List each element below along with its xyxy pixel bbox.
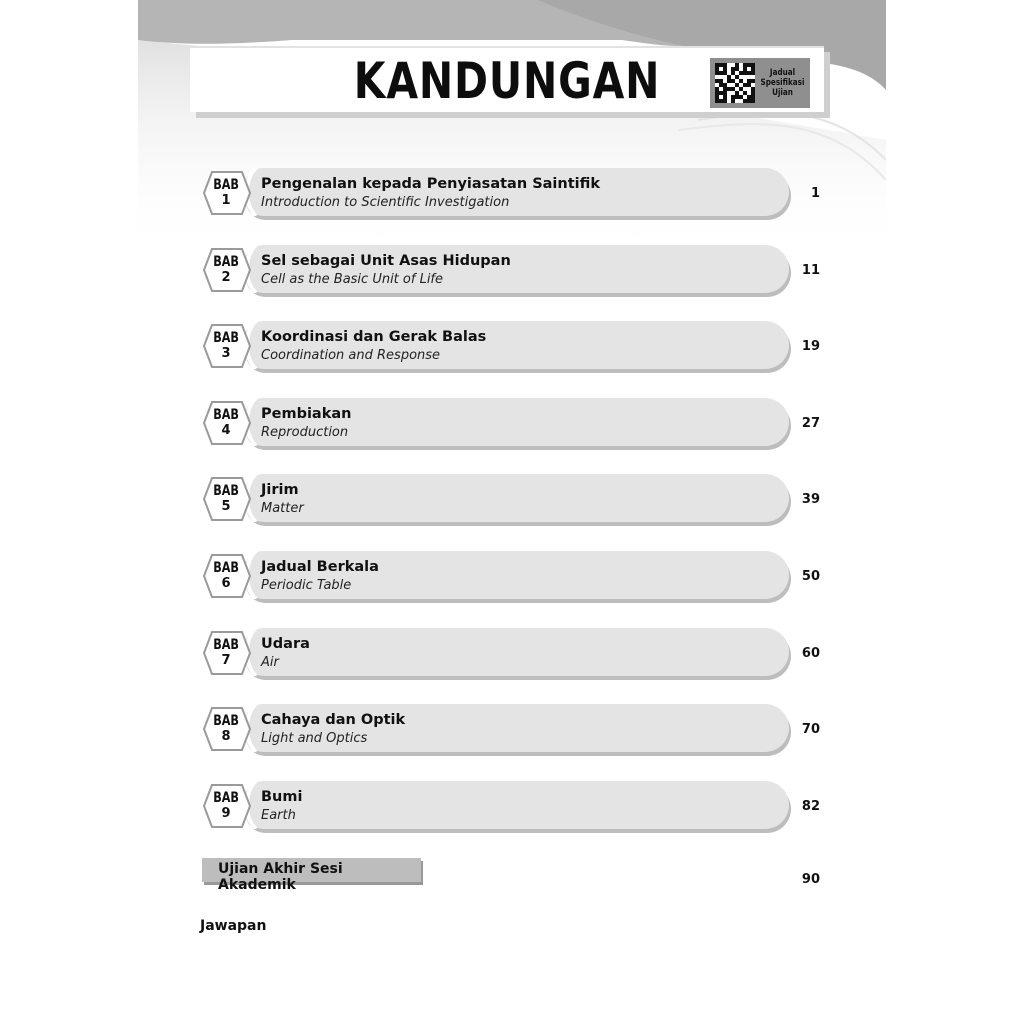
chapter-pill [244,474,789,522]
chapter-pill [244,781,789,829]
chapter-bab-label: BAB [213,483,239,499]
chapter-number: 4 [221,423,231,438]
chapter-badge [200,706,252,752]
chapter-bab-label: BAB [213,330,239,346]
chapter-bab-label: BAB [213,407,239,423]
chapter-page-number: 39 [801,492,820,507]
chapter-row[interactable] [200,628,820,678]
chapter-page-number: 1 [810,186,820,201]
chapter-page-number: 70 [801,722,820,737]
chapter-number: 2 [221,270,231,285]
final-exam-page-number: 90 [801,872,820,887]
chapter-bab-label: BAB [213,254,239,270]
background-decoration [138,0,886,260]
qr-label-line: Ujian [772,88,793,98]
chapter-title-malay: Bumi [261,789,303,805]
chapter-title-malay: Udara [261,636,310,652]
chapter-title-malay: Pembiakan [261,406,352,422]
chapter-title-malay: Koordinasi dan Gerak Balas [261,329,487,345]
chapter-badge [200,400,252,446]
page-title: KANDUNGAN [353,52,661,110]
title-banner [190,46,824,112]
chapter-title-malay: Cahaya dan Optik [261,712,406,728]
chapter-title-english: Cell as the Basic Unit of Life [261,272,444,287]
chapter-bab-label: BAB [213,637,239,653]
chapter-row[interactable] [200,321,820,371]
chapter-row[interactable] [200,704,820,754]
chapter-row[interactable] [200,168,820,218]
chapter-page-number: 82 [801,799,820,814]
chapter-title-english: Earth [261,808,296,823]
chapter-title-english: Light and Optics [261,731,368,746]
chapter-badge [200,553,252,599]
chapter-title-english: Air [261,655,279,670]
chapter-badge [200,630,252,676]
qr-code-icon[interactable] [715,63,755,103]
chapter-title-english: Periodic Table [261,578,352,593]
chapter-title-malay: Jirim [261,482,299,498]
chapter-bab-label: BAB [213,560,239,576]
chapter-page-number: 60 [801,646,820,661]
answers-label: Jawapan [200,918,267,934]
chapter-number: 3 [221,346,231,361]
chapter-page-number: 50 [801,569,820,584]
chapter-title-english: Coordination and Response [261,348,441,363]
chapter-title-malay: Sel sebagai Unit Asas Hidupan [261,253,511,269]
chapter-number: 8 [221,729,231,744]
chapter-badge [200,170,252,216]
chapter-number: 6 [221,576,231,591]
chapter-row[interactable] [200,474,820,524]
qr-label [759,68,806,98]
chapter-row[interactable] [200,398,820,448]
contents-page [138,0,886,1024]
chapter-page-number: 11 [801,263,820,278]
qr-label-line: Spesifikasi [760,78,805,88]
chapter-bab-label: BAB [213,713,239,729]
final-exam-label-box [202,858,421,893]
chapter-page-number: 27 [801,416,820,431]
chapter-pill [244,628,789,676]
qr-panel[interactable] [710,58,810,108]
chapter-number: 9 [221,806,231,821]
final-exam-label: Ujian Akhir Sesi Akademik [218,861,343,893]
chapter-badge [200,323,252,369]
chapter-title-english: Matter [261,501,304,516]
chapter-title-malay: Jadual Berkala [261,559,379,575]
chapter-page-number: 19 [801,339,820,354]
chapter-number: 7 [221,653,231,668]
chapter-bab-label: BAB [213,790,239,806]
chapter-badge [200,476,252,522]
chapter-bab-label: BAB [213,177,239,193]
chapter-badge [200,783,252,829]
chapter-number: 5 [221,499,231,514]
chapter-title-malay: Pengenalan kepada Penyiasatan Saintifik [261,176,601,192]
qr-label-line: Jadual [769,68,796,78]
chapter-row[interactable] [200,551,820,601]
chapter-number: 1 [221,193,231,208]
chapter-row[interactable] [200,781,820,831]
chapter-title-english: Reproduction [261,425,349,440]
chapter-badge [200,247,252,293]
chapter-title-english: Introduction to Scientific Investigation [261,195,510,210]
chapter-row[interactable] [200,245,820,295]
